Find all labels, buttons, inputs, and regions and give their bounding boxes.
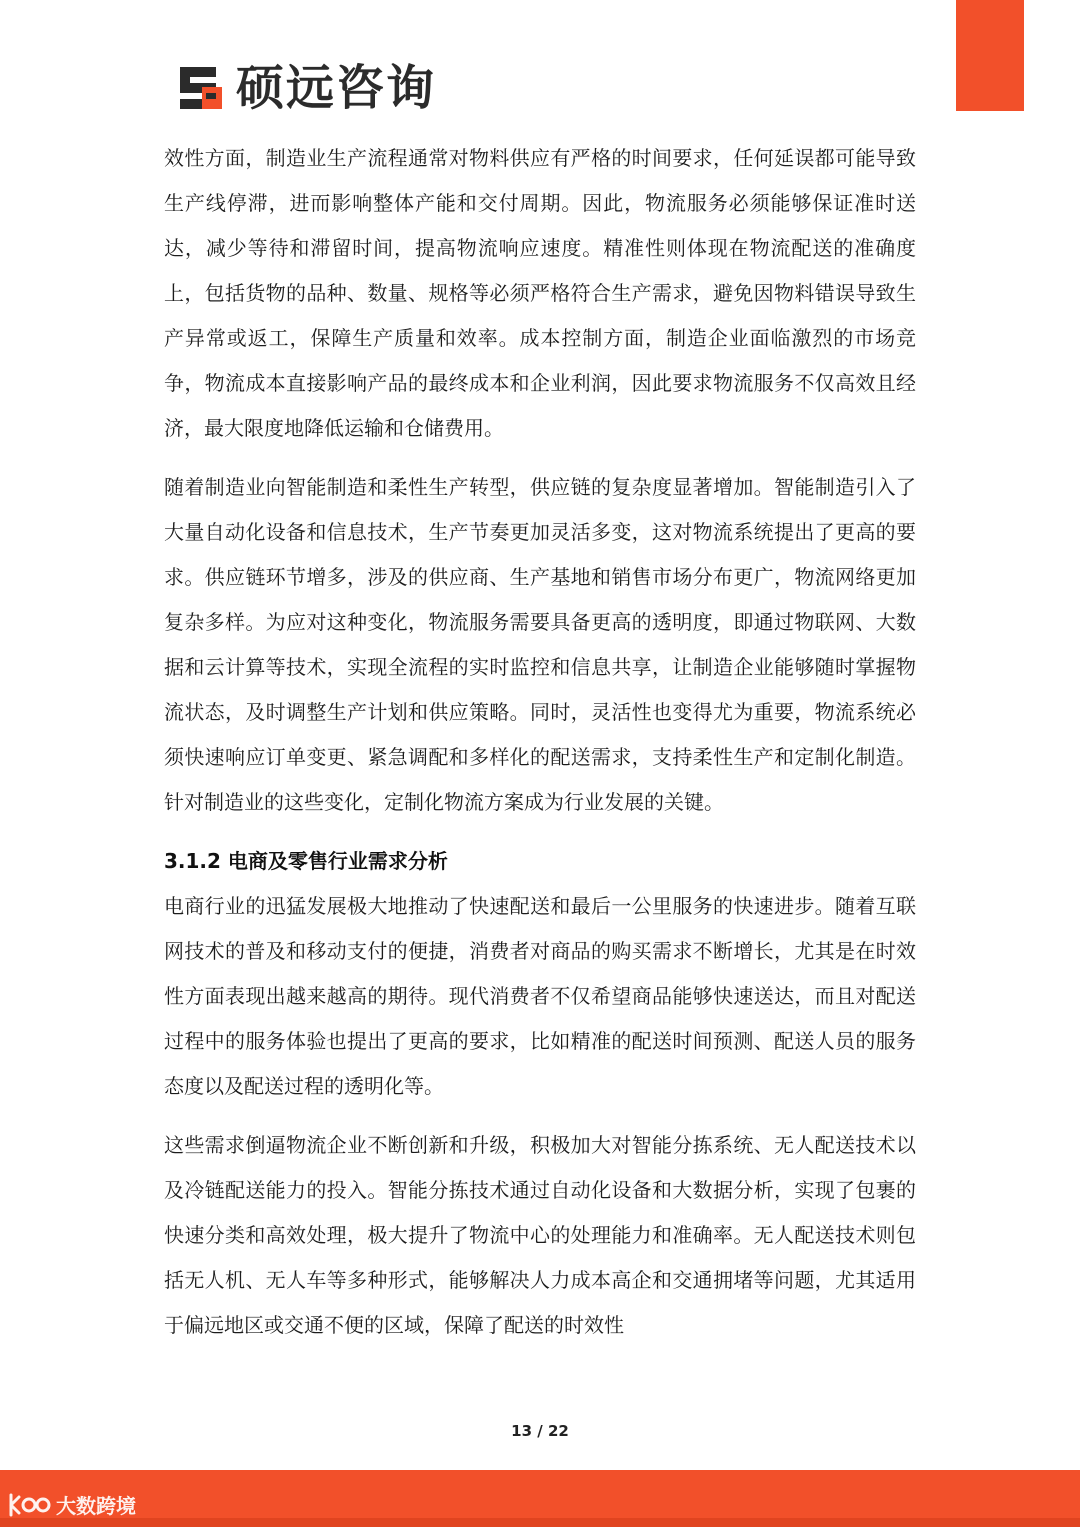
document-body — [164, 136, 916, 1348]
body-paragraph: 电商行业的迅猛发展极大地推动了快速配送和最后一公里服务的快速进步。随着互联网技术的普及和移动支付的便捷，消费者对商品的购买需求不断增长，尤其是在时效性方面表现出越来越高的期待。现代消费者不仅希望商品能够快速送达，而且对配送过程中的服务体验也提出了更高的要求，比如精准的配送时间预测、配送人员的服务态度以及配送过程的透明化等。 — [164, 894, 916, 1098]
body-paragraph: 这些需求倒逼物流企业不断创新和升级，积极加大对智能分拣系统、无人配送技术以及冷链配送能力的投入。智能分拣技术通过自动化设备和大数据分析，实现了包裹的快速分类和高效处理，极大提升了物流中心的处理能力和准确率。无人配送技术则包括无人机、无人车等多种形式，能够解决人力成本高企和交通拥堵等问题，尤其适用于偏远地区或交通不便的区域，保障了配送的时效性 — [164, 1133, 916, 1337]
page-number: 13 / 22 — [511, 1422, 569, 1440]
watermark-text: 大数跨境 — [56, 1494, 136, 1518]
section-heading: 3.1.2 电商及零售行业需求分析 — [164, 849, 448, 873]
watermark-logo-icon — [8, 1492, 52, 1518]
body-paragraph: 随着制造业向智能制造和柔性生产转型，供应链的复杂度显著增加。智能制造引入了大量自动化设备和信息技术，生产节奏更加灵活多变，这对物流系统提出了更高的要求。供应链环节增多，涉及的供应商、生产基地和销售市场分布更广，物流网络更加复杂多样。为应对这种变化，物流服务需要具备更高的透明度，即通过物联网、大数据和云计算等技术，实现全流程的实时监控和信息共享，让制造企业能够随时掌握物流状态，及时调整生产计划和供应策略。同时，灵活性也变得尤为重要，物流系统必须快速响应订单变更、紧急调配和多样化的配送需求，支持柔性生产和定制化制造。针对制造业的这些变化，定制化物流方案成为行业发展的关键。 — [164, 475, 916, 814]
corner-accent-block — [956, 0, 1024, 111]
footer-bar — [0, 1470, 1080, 1527]
brand-name: 硕远咨询 — [236, 60, 437, 116]
brand-logo-icon — [176, 63, 226, 113]
body-paragraph: 效性方面，制造业生产流程通常对物料供应有严格的时间要求，任何延误都可能导致生产线停滞，进而影响整体产能和交付周期。因此，物流服务必须能够保证准时送达，减少等待和滞留时间，提高物流响应速度。精准性则体现在物流配送的准确度上，包括货物的品种、数量、规格等必须严格符合生产需求，避免因物料错误导致生产异常或返工，保障生产质量和效率。成本控制方面，制造企业面临激烈的市场竞争，物流成本直接影响产品的最终成本和企业利润，因此要求物流服务不仅高效且经济，最大限度地降低运输和仓储费用。 — [164, 146, 916, 440]
watermark — [8, 1490, 136, 1519]
brand-logo — [176, 60, 436, 116]
